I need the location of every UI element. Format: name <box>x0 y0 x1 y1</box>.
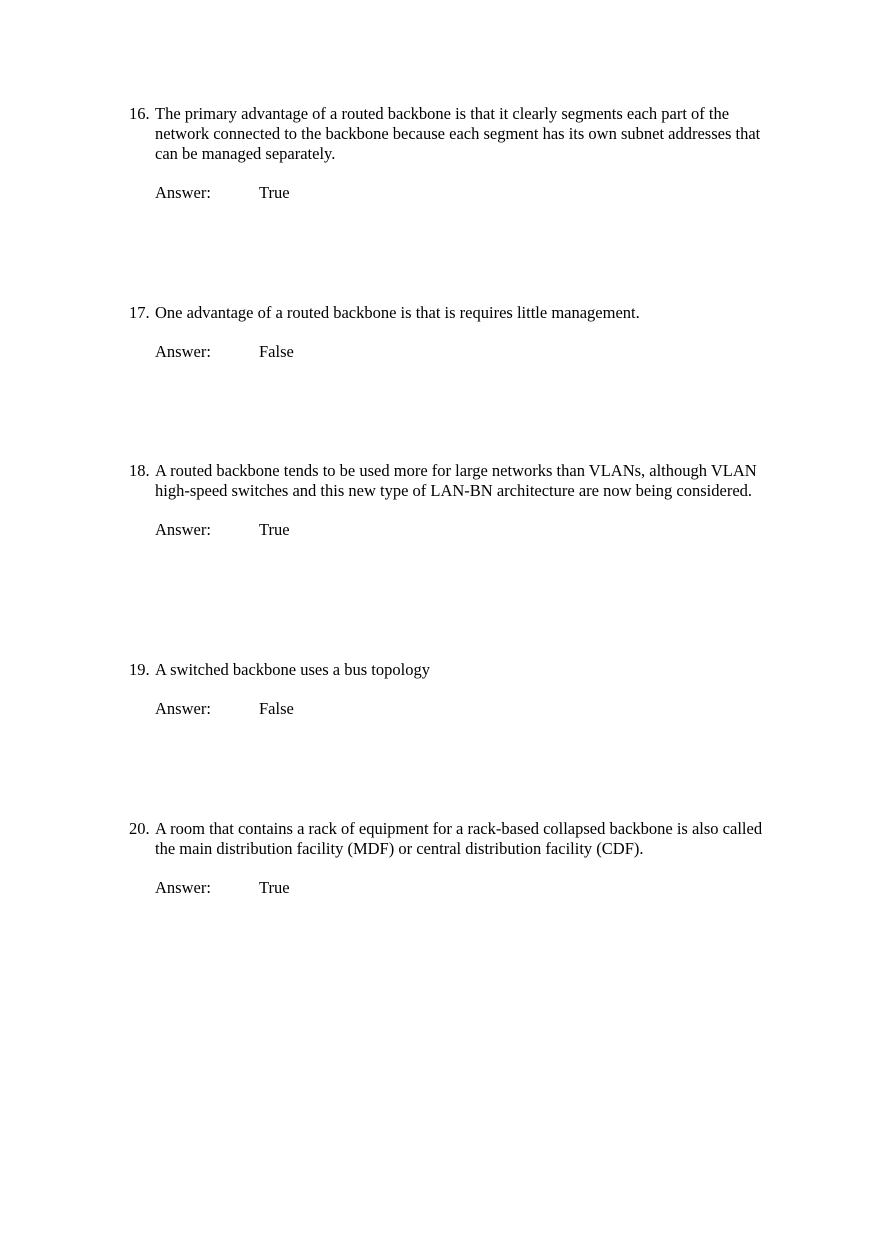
question-text: The primary advantage of a routed backbone is that it clearly segments each part of the network connected to the backbone because each segment has its own subnet addresses that can be managed separately. <box>155 104 761 163</box>
answer-label: Answer: <box>155 342 211 361</box>
question-number: 19. <box>129 660 150 679</box>
question-text: A switched backbone uses a bus topology <box>155 660 430 679</box>
answer-value: True <box>259 878 290 897</box>
question-18 <box>129 461 769 540</box>
answer-row <box>155 342 769 362</box>
question-20 <box>129 819 769 898</box>
question-16 <box>129 104 769 203</box>
question-17 <box>129 303 769 362</box>
answer-value: True <box>259 520 290 539</box>
answer-value: True <box>259 183 290 202</box>
question-number: 20. <box>129 819 150 838</box>
answer-value: False <box>259 342 294 361</box>
question-text: A room that contains a rack of equipment for a rack-based collapsed backbone is also called the main distribution facility (MDF) or central distribution facility (CDF). <box>155 819 763 858</box>
answer-row <box>155 520 769 540</box>
question-text: One advantage of a routed backbone is that is requires little management. <box>155 303 640 322</box>
answer-label: Answer: <box>155 183 211 202</box>
question-19 <box>129 660 769 719</box>
answer-label: Answer: <box>155 520 211 539</box>
question-text: A routed backbone tends to be used more for large networks than VLANs, although VLAN high-speed switches and this new type of LAN-BN architecture are now being considered. <box>155 461 757 500</box>
answer-label: Answer: <box>155 699 211 718</box>
answer-label: Answer: <box>155 878 211 897</box>
answer-row <box>155 699 769 719</box>
question-number: 18. <box>129 461 150 480</box>
question-number: 16. <box>129 104 150 123</box>
answer-row <box>155 183 769 203</box>
question-number: 17. <box>129 303 150 322</box>
answer-value: False <box>259 699 294 718</box>
answer-row <box>155 878 769 898</box>
